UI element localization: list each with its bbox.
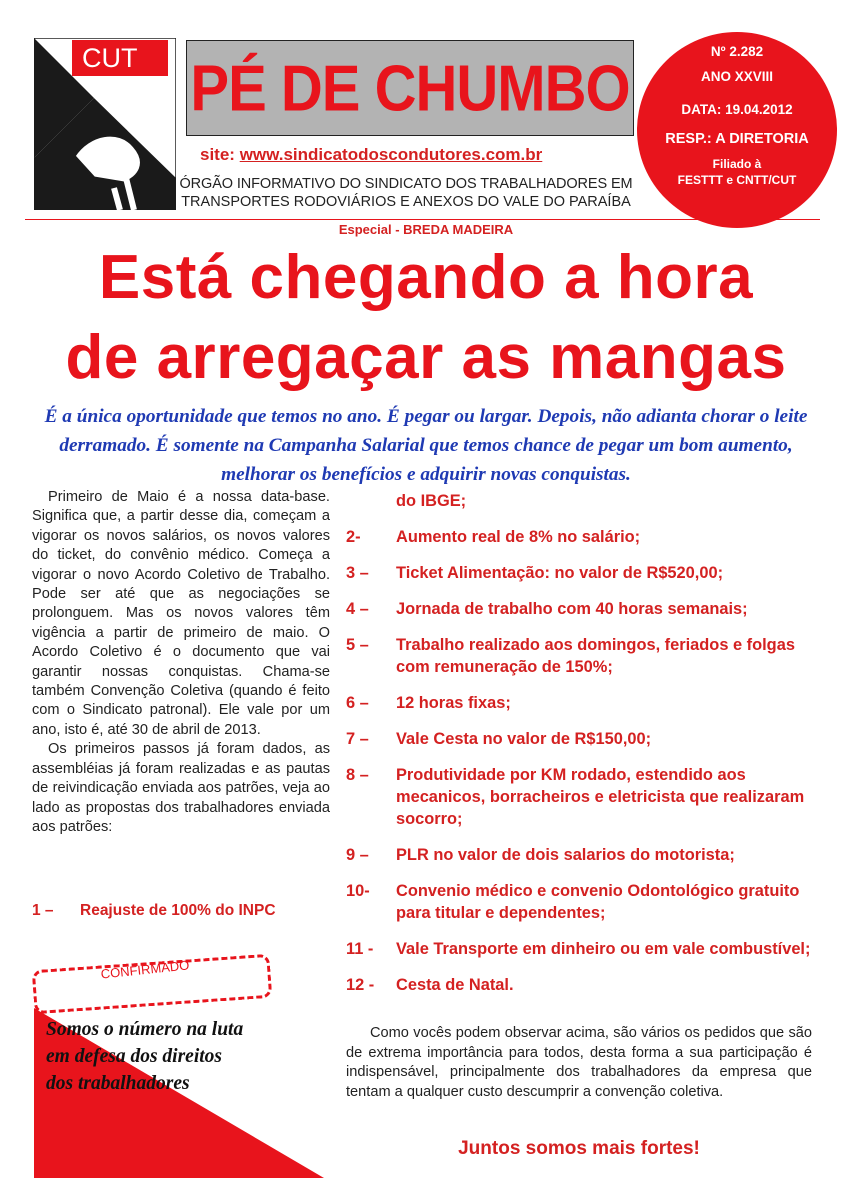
- intro-paragraph: É a única oportunidade que temos no ano. É pegar ou largar. Depois, não adianta chorar o leite derramado. É somente na Campanha Salarial que temos chance de pegar um bom aumento, melhorar os benefícios e adquirir novas conquistas.: [44, 406, 808, 485]
- special-edition-label: Especial - BREDA MADEIRA: [338, 222, 514, 237]
- site-label: site:: [200, 145, 235, 164]
- demand-number: 5 –: [346, 636, 369, 654]
- demand-item: [346, 938, 816, 960]
- demand-number: 11 -: [346, 940, 374, 958]
- site-line: [200, 145, 542, 165]
- demand-item: [346, 974, 816, 996]
- demand-item: [346, 490, 816, 512]
- newspaper-title: PÉ DE CHUMBO: [190, 52, 630, 125]
- closing-paragraph: Como vocês podem observar acima, são vários os pedidos que são de extrema importância para todos, desta forma a sua participação é indispensável, principalmente dos trabalhadores da empresa que tentam a qualquer custo descumprir a convenção coletiva.: [346, 1025, 812, 1100]
- demand-item: [346, 562, 816, 584]
- demand-number: 6 –: [346, 694, 369, 712]
- demand-text: Trabalho realizado aos domingos, feriados e folgas com remuneração de 150%;: [396, 636, 795, 676]
- demand-item: [346, 634, 816, 678]
- issue-responsible: RESP.: A DIRETORIA: [665, 131, 809, 147]
- demand-text: PLR no valor de dois salarios do motorista;: [396, 846, 735, 864]
- site-link[interactable]: www.sindicatodoscondutores.com.br: [239, 145, 543, 164]
- issue-date: DATA: 19.04.2012: [681, 102, 793, 117]
- demand-text: Convenio médico e convenio Odontológico gratuito para titular e dependentes;: [396, 882, 800, 922]
- demand-text: Vale Cesta no valor de R$150,00;: [396, 730, 652, 748]
- header-divider: [25, 219, 820, 220]
- cut-label: CUT: [72, 40, 168, 76]
- demand-number: 10-: [346, 882, 370, 900]
- headline-line-2: de arregaçar as mangas: [65, 323, 787, 392]
- paragraph-data-base: Primeiro de Maio é a nossa data-base. Significa que, a partir desse dia, começam a vigorar os novos salários, os novos valores do ticket, do convênio médico. Começa a vigorar o novo Acordo Coletivo de Trabalho. Pode ser até que as negociações se prolonguem. Mas os novos valores têm vigência a partir de primeiro de maio. O Acordo Coletivo é o documento que vai garantir nossas conquistas. Chama-se também Convenção Coletiva (quando é feito com o Sindicato patronal). Ele vale por um ano, isto é, até 30 de abril de 2013.: [32, 489, 330, 738]
- issue-year: ANO XXVIII: [700, 69, 773, 84]
- affiliation-line-2: FESTTT e CNTT/CUT: [677, 173, 797, 187]
- demand-text: Reajuste de 100% do INPC: [80, 902, 276, 919]
- demand-item: [346, 844, 816, 866]
- demand-text: do IBGE;: [396, 492, 467, 510]
- demand-text: Produtividade por KM rodado, estendido aos mecanicos, borracheiros e eletricista que realizaram socorro;: [396, 766, 805, 828]
- demand-text: Ticket Alimentação: no valor de R$520,00;: [396, 564, 724, 582]
- demand-item: [346, 526, 816, 548]
- affiliation-line-1: Filiado à: [712, 157, 762, 171]
- demand-text: Vale Transporte em dinheiro ou em vale combustível;: [396, 940, 811, 958]
- demand-number: 1 –: [32, 902, 54, 919]
- confirmed-stamp: CONFIRMADO: [100, 957, 190, 982]
- demand-item: [346, 728, 816, 750]
- demand-text: Jornada de trabalho com 40 horas semanais;: [396, 600, 748, 618]
- org-description-line-2: TRANSPORTES RODOVIÁRIOS E ANEXOS DO VALE DO PARAÍBA: [181, 194, 631, 210]
- left-column: [32, 488, 330, 837]
- demand-number: 3 –: [346, 564, 369, 582]
- demand-item-1: [32, 902, 337, 920]
- masthead-box: [186, 40, 634, 136]
- issue-number: Nº 2.282: [710, 44, 764, 59]
- demand-number: 8 –: [346, 766, 369, 784]
- headline-line-1: Está chegando a hora: [98, 243, 754, 312]
- demand-item: [346, 880, 816, 924]
- demand-item: [346, 598, 816, 620]
- demands-list: [346, 490, 816, 1010]
- demand-text: Aumento real de 8% no salário;: [396, 528, 641, 546]
- closing-slogan: Juntos somos mais fortes!: [458, 1138, 700, 1159]
- demand-text: 12 horas fixas;: [396, 694, 511, 712]
- slogan: Somos o número na luta em defesa dos direitos dos trabalhadores: [46, 1019, 244, 1094]
- demand-text: Cesta de Natal.: [396, 976, 514, 994]
- demand-number: 9 –: [346, 846, 369, 864]
- issue-info-badge: [637, 32, 837, 228]
- demand-number: 4 –: [346, 600, 369, 618]
- demand-number: 2-: [346, 528, 361, 546]
- demand-number: 12 -: [346, 976, 375, 994]
- demand-item: [346, 764, 816, 830]
- paragraph-first-steps: Os primeiros passos já foram dados, as assembléias já foram realizadas e as pautas de reivindicação enviada aos patrões, veja ao lado as propostas dos trabalhadores enviada aos patrões:: [32, 741, 330, 835]
- demand-number: 7 –: [346, 730, 369, 748]
- demand-item: [346, 692, 816, 714]
- org-description-line-1: ÓRGÃO INFORMATIVO DO SINDICATO DOS TRABALHADORES EM: [179, 176, 633, 192]
